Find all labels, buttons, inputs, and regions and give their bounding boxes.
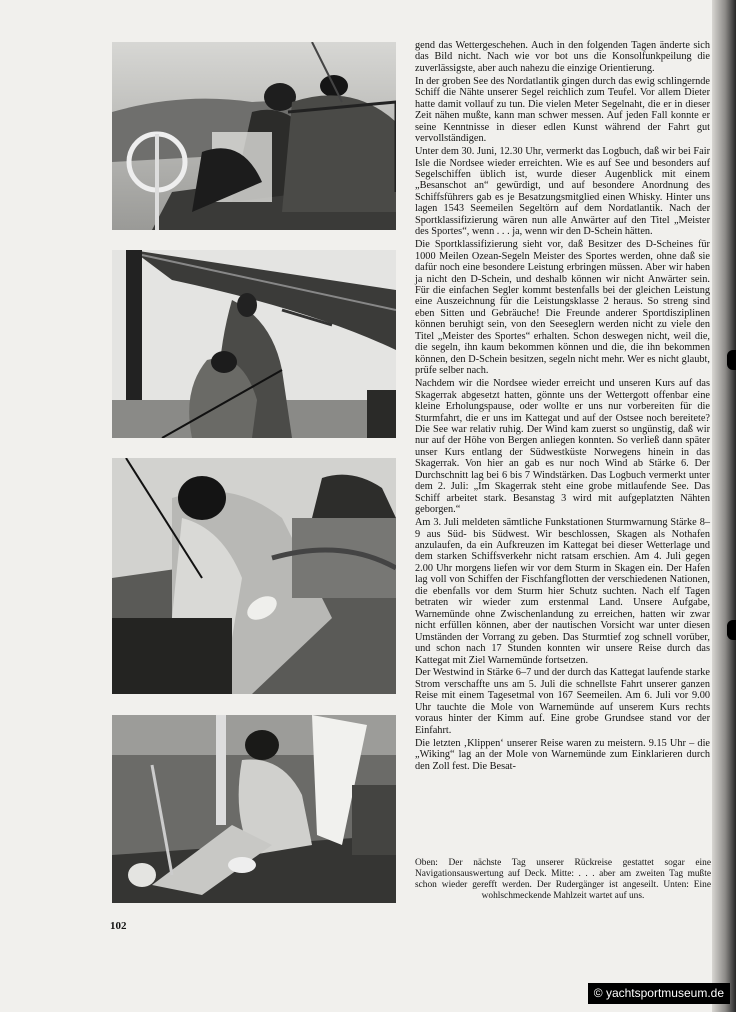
- paragraph: Nachdem wir die Nordsee wieder erreicht und unseren Kurs auf das Skagerrak abgesetzt hatten, gönnte uns der Wettergott offenbar eine kleine Erholungspause, oder wollte er uns nur vorbereiten für die Sturmfahrt, die er uns im Kattegat und auf der Ostsee noch bereitete? Die See war relativ ruhig. Der Wind kam zuerst so ungünstig, daß wir nur auf der Höhe von Bergen anliegen konnten. So verließ dann später unser Kurs entlang der Südwestküste Norwegens hinein in das Skagerrak. Von hier an gab es nur noch Wind ab Stärke 6. Der Durchschnitt lag bei 6 bis 7 Windstärken. Das Logbuch vermerkt unter dem 2. Juli: „Im Skagerrak steht eine grobe mitlaufende See. Das Schiff arbeitet stark. Besanstag 3 wird mit aufgeplatzten Nähten geborgen.“: [415, 378, 710, 516]
- navigation-photo: [112, 42, 396, 230]
- paragraph: Der Westwind in Stärke 6–7 und der durch das Kattegat laufende starke Strom verschaffte uns am 5. Juli die schnellste Fahrt unserer ganzen Reise mit einem Tagesetmal von 167 Seemeilen. Am 6. Juli vor 9.00 Uhr tauchte die Mole von Warnemünde auf unserem Kurs rechts voraus hinter der Kimm auf. Eine grobe Grundsee stand vor der Einfahrt.: [415, 667, 710, 736]
- article-text-column: [415, 40, 710, 774]
- page-number: 102: [110, 920, 127, 932]
- paragraph: In der groben See des Nordatlantik gingen durch das ewig schlingernde Schiff die Nähte unserer Segel reichlich zum Teufel. Vor allem Dieter hatte damit vollauf zu tun. Die vielen Meter Segelnaht, die er in dieser Zeit nähen mußte, kann man schwer messen. Auf jeden Fall konnte er seine Kenntnisse in dieser edlen Kunst während der Fahrt gut vervollständigen.: [415, 75, 710, 145]
- paragraph: Die Sportklassifizierung sieht vor, daß Besitzer des D-Scheines für 1000 Meilen Ozean-Segeln Meister des Sportes werden, ohne daß sie dafür noch eine besondere Leistung erbringen müssen. Aber wir haben ja nicht den D-Schein, und deshalb können wir nicht Anwärter sein. Für die einfachen Segler kommt bestenfalls bei der gleichen Leistung eine Auszeichnung für die Leistungsklasse 2 heraus. So streng sind eben Sitten und Gebräuche! Die Freunde anderer Sportdisziplinen können beruhigt sein, von den Seeseglern werden nicht zu viele den Titel „Meister des Sportes“ erhalten. Schon deswegen nicht, weil die, die segeln, ihn kaum bekommen können und die, die ihn bekommen können, den D-Schein besitzen, segeln nicht mehr. Wer es nicht glaubt, prüfe selber nach.: [415, 239, 710, 377]
- book-spine: [712, 0, 736, 1012]
- paragraph: Unter dem 30. Juni, 12.30 Uhr, vermerkt das Logbuch, daß wir bei Fair Isle die Nordsee wieder erreichten. Wie es auf See und besonders auf Segelschiffen üblich ist, wurde dieser Augenblick mit einem „Besanschot an“ gewürdigt, und auf besondere Anordnung des Schiffsführers gab es je Besatzungsmitglied einen Whisky. Hinter uns lagen 1543 Seemeilen Segeltörn auf dem Nordatlantik. Nach der Sportklassifizierung wären nun alle Anwärter auf den Titel „Meister des Sportes“, wenn . . . ja, wenn wir den D-Schein hätten.: [415, 146, 710, 238]
- rigging-photo: [112, 250, 396, 438]
- paragraph: gend das Wettergeschehen. Auch in den folgenden Tagen änderte sich das Bild nicht. Nach wie vor bot uns die Konsolfunkpeilung die zuverlässigste, aber auch nahezu die einzige Orientierung.: [415, 40, 710, 74]
- meal-photo: [112, 715, 396, 903]
- watermark: © yachtsportmuseum.de: [588, 983, 730, 1004]
- helmsman-photo: [112, 458, 396, 694]
- photo-caption: Oben: Der nächste Tag unserer Rückreise gestattet sogar eine Navigationsauswertung auf Deck. Mitte: . . . aber am zweiten Tag mußte schon wieder gerefft werden. Der Rudergänger ist angeseilt. Unten: Eine wohlschmeckende Mahlzeit wartet auf uns.: [415, 858, 711, 901]
- paragraph: Am 3. Juli meldeten sämtliche Funkstationen Sturmwarnung Stärke 8–9 aus Süd- bis Südwest. Wir beschlossen, Skagen als Nothafen anzulaufen, da ein Aufkreuzen im Kattegat bei dieser Wetterlage und dem starken Schiffsverkehr nicht ratsam erschien. Am 4. Juli gegen 2.00 Uhr morgens liefen wir vor dem Sturm in Skagen ein. Der Hafen lag voll von Schiffen der Fischfangflotten der verschiedenen Nationen, die ebenfalls vor dem Sturm hier Schutz suchten. Nach elf Tagen betraten wir wieder zum erstenmal Land. Unsere Aufgabe, Warnemünde ohne Zwischenlandung zu erreichen, hatten wir zwar nicht erfüllen können, aber der nautischen Vorsicht war unter diesen Umständen der Vorrang zu geben. Das Sturmtief zog schnell vorüber, und schon nach 17 Stunden konnten wir unsere Reise durch das Kattegat mit Ziel Warnemünde fortsetzen.: [415, 517, 710, 666]
- page-tab-mark: [727, 620, 736, 640]
- paragraph: Die letzten ‚Klippen‘ unserer Reise waren zu meistern. 9.15 Uhr – die „Wiking“ lag an der Mole von Warnemünde zum Einklarieren durch den Zoll fest. Die Besat-: [415, 737, 710, 772]
- page-tab-mark: [727, 350, 736, 370]
